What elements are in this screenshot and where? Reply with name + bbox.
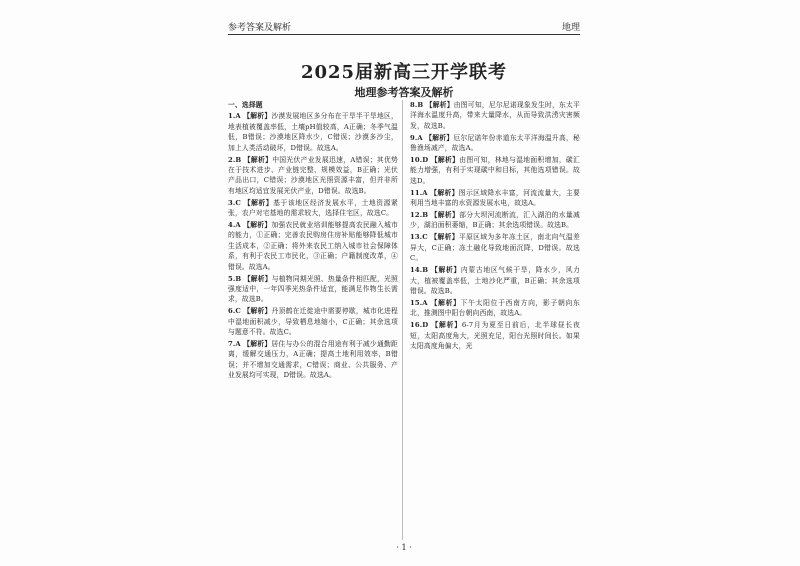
answer-number: 2.B	[228, 155, 242, 164]
analysis-tag: 【解析】	[243, 198, 274, 207]
analysis-tag: 【解析】	[425, 133, 454, 142]
answer-number: 14.B	[410, 266, 429, 275]
answer-number: 10.D	[410, 156, 429, 165]
column-divider	[402, 100, 403, 540]
answer-item	[410, 210, 580, 231]
answer-number: 9.A	[410, 133, 423, 142]
analysis-tag: 【解析】	[243, 220, 272, 229]
answer-number: 12.B	[410, 211, 429, 220]
section-heading: 一、选择题	[228, 101, 263, 109]
answer-text: 部分大坝河流断流，汇入湖泊的水量减少，湖泊面积萎缩，B正确；其余选项错误。故选B。	[410, 211, 580, 230]
answer-text: 加强农民就业培训能够提高农民融入城市的能力，①正确；完善农民购房住房补贴能够降低城市生活成本，②正确；将外来农民工纳入城市社会保障体系，有利于农民工市民化，③正确；户籍制度改革，④错误。故选A。	[228, 220, 398, 271]
answer-item	[228, 306, 398, 337]
answer-item	[228, 220, 398, 272]
page-subtitle: 地理参考答案及解析	[354, 86, 454, 99]
answer-text: 由图可知，尼尔尼诺现象发生时，东太平洋海水温度升高，带来大量降水，从而导致洪涝灾害频发，故选B。	[410, 101, 581, 130]
answer-number: 3.C	[228, 198, 241, 207]
answer-number: 5.B	[228, 274, 242, 283]
answer-item	[410, 320, 580, 351]
analysis-tag: 【解析】	[430, 188, 459, 197]
analysis-tag: 【解析】	[425, 101, 454, 109]
answer-text: 中国光伏产业发展迅速，A错误；其优势在于技术进步、产业链完整、规模效益，B正确；光伏产品出口，C错误；沙漠地区光照资源丰富，但并非所有地区均适宜发展光伏产业，D错误。故选B。	[228, 155, 398, 195]
answer-text: 内蒙古地区气候干旱，降水少，风力大，植被覆盖率低，土地沙化严重，B正确；其余选项错误。故选B。	[410, 266, 580, 295]
answer-text: 6-7月为夏至日前后，北半球昼长夜短，太阳高度角大，光照充足，阳台光照时间长。如果太阳高度角偏大，光	[410, 321, 581, 350]
answer-number: 7.A	[228, 339, 241, 348]
answer-text: 厄尔尼诺年份赤道东太平洋海温升高，秘鲁渔场减产，故选A。	[410, 133, 580, 153]
answer-text: 平原区域为多年冻土区，南北向气温差异大，C正确；冻土融化导致地面沉降，D错误。故选C。	[410, 233, 580, 263]
answer-item	[228, 339, 398, 381]
analysis-tag: 【解析】	[430, 298, 461, 307]
answer-item	[410, 265, 580, 296]
answer-item	[410, 155, 580, 186]
header-left-label: 参考答案及解析	[228, 23, 292, 33]
answer-text: 与植物同期光照、热量条件相匹配，光照强度适中，一年四季光热条件适宜，能满足作物生长需求，故选B。	[228, 274, 399, 304]
answer-item	[228, 198, 398, 219]
answer-number: 11.A	[410, 188, 428, 197]
answer-item	[410, 100, 580, 131]
answer-item	[228, 111, 398, 153]
analysis-tag: 【解析】	[243, 112, 272, 121]
right-answer-list	[410, 100, 580, 351]
answer-text: 图示区域降水丰富，河流流量大，主要利用当地丰富的水资源发展水电，故选A。	[410, 188, 581, 208]
answer-item	[410, 133, 580, 154]
right-column	[410, 100, 580, 353]
answer-number: 8.B	[410, 101, 424, 109]
running-header	[228, 18, 580, 35]
page-title: 2025届新高三开学联考	[300, 62, 508, 83]
answer-number: 1.A	[228, 112, 241, 121]
analysis-tag: 【解析】	[243, 307, 272, 316]
answer-number: 4.A	[228, 220, 241, 229]
analysis-tag: 【解析】	[243, 155, 273, 164]
header-subject-label: 地理	[561, 23, 580, 33]
answer-number: 13.C	[410, 233, 428, 242]
answer-item	[410, 232, 580, 263]
analysis-tag: 【解析】	[430, 211, 460, 220]
answer-text: 由图可知，林地与湿地面积增加，碳汇能力增强，有利于实现碳中和目标，其他选项错误。故选D。	[410, 156, 580, 185]
answer-item	[228, 274, 398, 305]
answer-number: 6.C	[228, 307, 241, 316]
analysis-tag: 【解析】	[430, 156, 460, 165]
left-answer-list	[228, 111, 398, 380]
answer-text: 丹顶鹤在迁徙途中需要停歇，城市化进程中湿地面积减少，导致栖息地缩小，C正确；其余选项与题意不符。故选C。	[228, 307, 399, 337]
analysis-tag: 【解析】	[431, 266, 461, 275]
answer-number: 16.D	[410, 321, 429, 330]
answer-number: 15.A	[410, 298, 428, 307]
answer-item	[410, 298, 580, 319]
answer-item	[228, 155, 398, 197]
analysis-tag: 【解析】	[431, 321, 462, 330]
answer-text: 下午太阳位于西南方向，影子朝向东北，推测图中阳台朝向西南，故选A。	[410, 298, 581, 318]
answer-text: 居住与办公的混合用途有利于减少通勤距离，缓解交通压力，A正确；提高土地利用效率，B错误；并不增加交通需求，C错误；商业、公共服务、产业发展均可实现，D错误。故选A。	[228, 339, 398, 380]
analysis-tag: 【解析】	[430, 233, 459, 242]
answer-text: 基于该地区经济发展水平，土地资源紧张，农户对宅基地的需求较大，选择住宅区，故选C。	[228, 198, 398, 218]
analysis-tag: 【解析】	[243, 274, 272, 283]
answer-item	[410, 188, 580, 209]
analysis-tag: 【解析】	[243, 339, 272, 348]
page-number: · 1 ·	[396, 543, 412, 552]
answer-text: 沙漠发展地区多分布在干旱半干旱地区，地表植被覆盖率低，土壤pH值较高，A正确；冬季气温低，B错误；沙漠地区降水少，C错误；沙漠多沙尘，加上人类活动破坏，D错误。故选A。	[228, 112, 398, 152]
left-column	[228, 100, 398, 382]
